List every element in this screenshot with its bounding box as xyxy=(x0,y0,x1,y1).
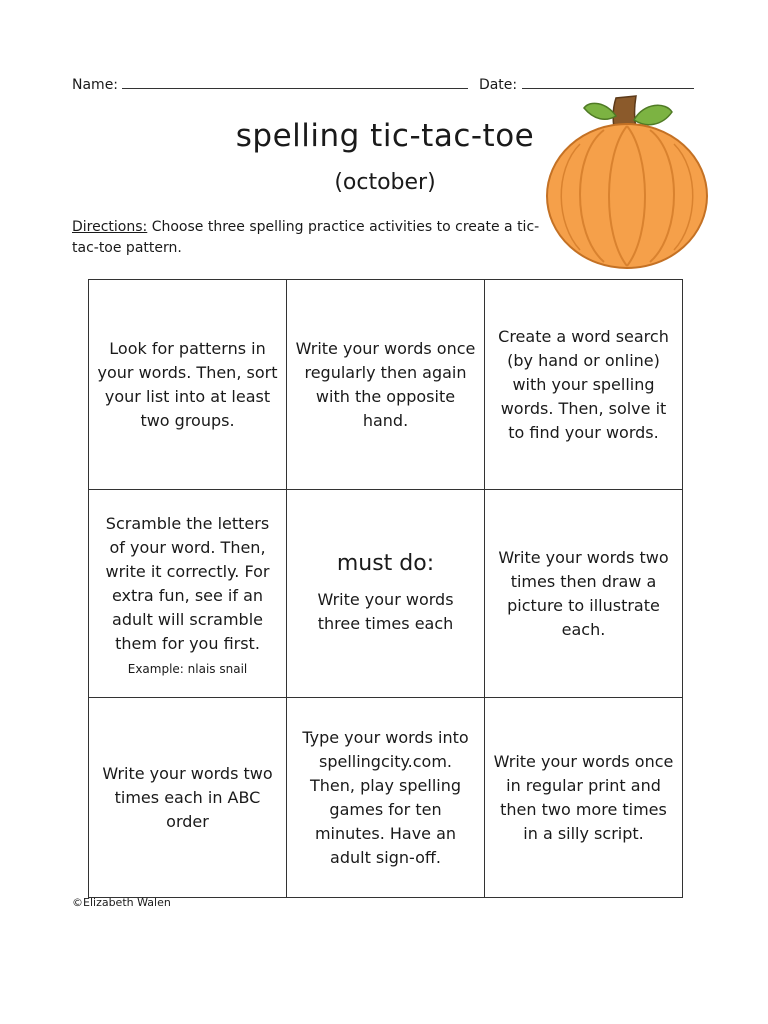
grid-cell-2: Write your words once regularly then again with the opposite hand. xyxy=(287,280,485,490)
name-label: Name: xyxy=(72,77,119,93)
grid-cell-5 xyxy=(287,490,485,698)
grid-cell-5-text: Write your words three times each xyxy=(317,589,454,633)
grid-cell-4 xyxy=(89,490,287,698)
grid-cell-6: Write your words two times then draw a picture to illustrate each. xyxy=(485,490,683,698)
directions-text: Choose three spelling practice activities to create a tic-tac-toe pattern. xyxy=(72,219,540,256)
must-do-label: must do: xyxy=(336,550,435,576)
grid-cell-1: Look for patterns in your words. Then, sort your list into at least two groups. xyxy=(89,280,287,490)
grid-cell-4-text: Scramble the letters of your word. Then, write it correctly. For extra fun, see if an adult will scramble them for you first. xyxy=(105,513,270,653)
page-subtitle: (october) xyxy=(334,170,436,195)
grid-cell-3: Create a word search (by hand or online) with your spelling words. Then, solve it to find your words. xyxy=(485,280,683,490)
tic-tac-toe-grid xyxy=(88,279,683,898)
name-field[interactable] xyxy=(122,76,468,89)
date-field[interactable] xyxy=(522,76,694,89)
grid-cell-9: Write your words once in regular print and then two more times in a silly script. xyxy=(485,698,683,898)
grid-cell-8: Type your words into spellingcity.com. Then, play spelling games for ten minutes. Have an adult sign-off. xyxy=(287,698,485,898)
scramble-example: Example: nlais snail xyxy=(127,661,248,676)
page-title: spelling tic-tac-toe xyxy=(235,118,535,154)
directions-label: Directions: xyxy=(72,219,148,235)
pumpkin-illustration xyxy=(544,94,710,274)
grid-cell-7: Write your words two times each in ABC order xyxy=(89,698,287,898)
copyright-footer: ©Elizabeth Walen xyxy=(72,896,171,909)
name-date-row xyxy=(72,76,694,93)
date-label: Date: xyxy=(478,77,518,93)
directions xyxy=(72,217,542,259)
